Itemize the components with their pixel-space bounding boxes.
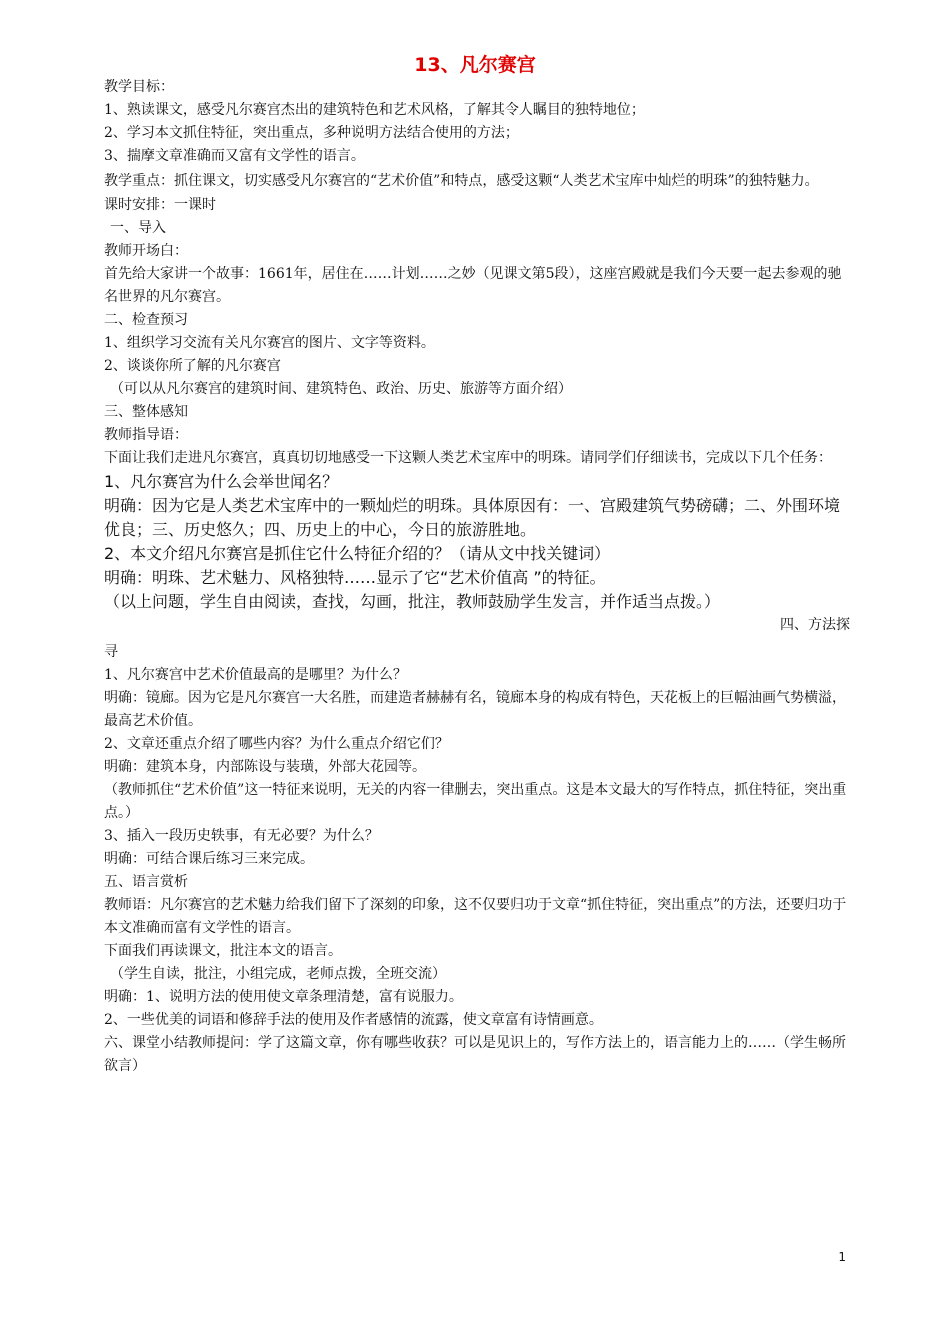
text-line: 1、凡尔赛宫为什么会举世闻名？ [104, 472, 339, 491]
text-line: 明确：可结合课后练习三来完成。 [104, 851, 314, 867]
task-block [104, 470, 850, 614]
text-line: 寻 [104, 644, 118, 660]
text-line: 首先给大家讲一个故事：1661年，居住在……计划……之妙（见课文第5段），这座宫殿就是我们今天要一起去参观的驰名世界的凡尔赛宫。 [104, 266, 842, 305]
section-heading: 四、方法探 [780, 617, 850, 633]
text-line: 3、插入一段历史轶事，有无必要？为什么？ [104, 828, 379, 844]
text-line: 明确：1、说明方法的使用使文章条理清楚，富有说服力。 [104, 989, 463, 1005]
section-heading: 一、导入 [110, 220, 166, 236]
text-line: 2、谈谈你所了解的凡尔赛宫 [104, 358, 281, 374]
text-line: 3、揣摩文章准确而又富有文学性的语言。 [104, 148, 365, 164]
text-line: 2、学习本文抓住特征，突出重点，多种说明方法结合使用的方法； [104, 125, 519, 141]
text-line: 教师开场白： [104, 243, 188, 259]
text-line: 明确：因为它是人类艺术宝库中的一颗灿烂的明珠。具体原因有：一、宫殿建筑气势磅礴；二、外围环境优良；三、历史悠久；四、历史上的中心，今日的旅游胜地。 [104, 496, 841, 539]
text-line: （教师抓住“艺术价值”这一特征来说明，无关的内容一律删去，突出重点。这是本文最大的写作特点，抓住特征，突出重点。） [104, 782, 847, 821]
section-heading: 二、检查预习 [104, 312, 188, 328]
text-line: 1、凡尔赛宫中艺术价值最高的是哪里？为什么？ [104, 667, 407, 683]
text-line: 2、一些优美的词语和修辞手法的使用及作者感情的流露，使文章富有诗情画意。 [104, 1012, 603, 1028]
text-line: （以上问题，学生自由阅读，查找，勾画，批注，教师鼓励学生发言，并作适当点拨。） [104, 592, 721, 611]
section-heading: 五、语言赏析 [104, 874, 188, 890]
text-line: 2、本文介绍凡尔赛宫是抓住它什么特征介绍的？（请从文中找关键词） [104, 544, 611, 563]
document-body [104, 76, 850, 1078]
text-line: 2、文章还重点介绍了哪些内容？为什么重点介绍它们？ [104, 736, 449, 752]
text-line: 六、课堂小结教师提问：学了这篇文章，你有哪些收获？可以是见识上的，写作方法上的，语言能力上的……（学生畅所欲言） [104, 1035, 846, 1074]
text-line: 明确：建筑本身，内部陈设与装璜，外部大花园等。 [104, 759, 426, 775]
text-line: 1、组织学习交流有关凡尔赛宫的图片、文字等资料。 [104, 335, 435, 351]
text-line: 教学重点：抓住课文，切实感受凡尔赛宫的“艺术价值”和特点，感受这颗“人类艺术宝库中灿烂的明珠”的独特魅力。 [104, 173, 819, 189]
text-line: 1、熟读课文，感受凡尔赛宫杰出的建筑特色和艺术风格，了解其令人瞩目的独特地位； [104, 102, 645, 118]
page-number: 1 [838, 1250, 846, 1264]
document-title: 13、凡尔赛宫 [414, 54, 536, 76]
text-line: 教学目标： [104, 79, 174, 95]
text-line: 下面我们再读课文，批注本文的语言。 [104, 943, 342, 959]
text-line: 课时安排：一课时 [104, 197, 216, 213]
section-heading: 三、整体感知 [104, 404, 188, 420]
text-line: 教师指导语： [104, 427, 188, 443]
text-line: （学生自读，批注，小组完成，老师点拨，全班交流） [110, 966, 446, 982]
text-line: 明确：明珠、艺术魅力、风格独特……显示了它“艺术价值高 ”的特征。 [104, 568, 606, 587]
text-line: 下面让我们走进凡尔赛宫，真真切切地感受一下这颗人类艺术宝库中的明珠。请同学们仔细读书，完成以下几个任务： [104, 450, 832, 466]
text-line: 教师语：凡尔赛宫的艺术魅力给我们留下了深刻的印象，这不仅要归功于文章“抓住特征，突出重点”的方法，还要归功于本文准确而富有文学性的语言。 [104, 897, 847, 936]
text-line: （可以从凡尔赛宫的建筑时间、建筑特色、政治、历史、旅游等方面介绍） [110, 381, 572, 397]
text-line: 明确：镜廊。因为它是凡尔赛宫一大名胜，而建造者赫赫有名，镜廊本身的构成有特色，天花板上的巨幅油画气势横溢，最高艺术价值。 [104, 690, 846, 729]
